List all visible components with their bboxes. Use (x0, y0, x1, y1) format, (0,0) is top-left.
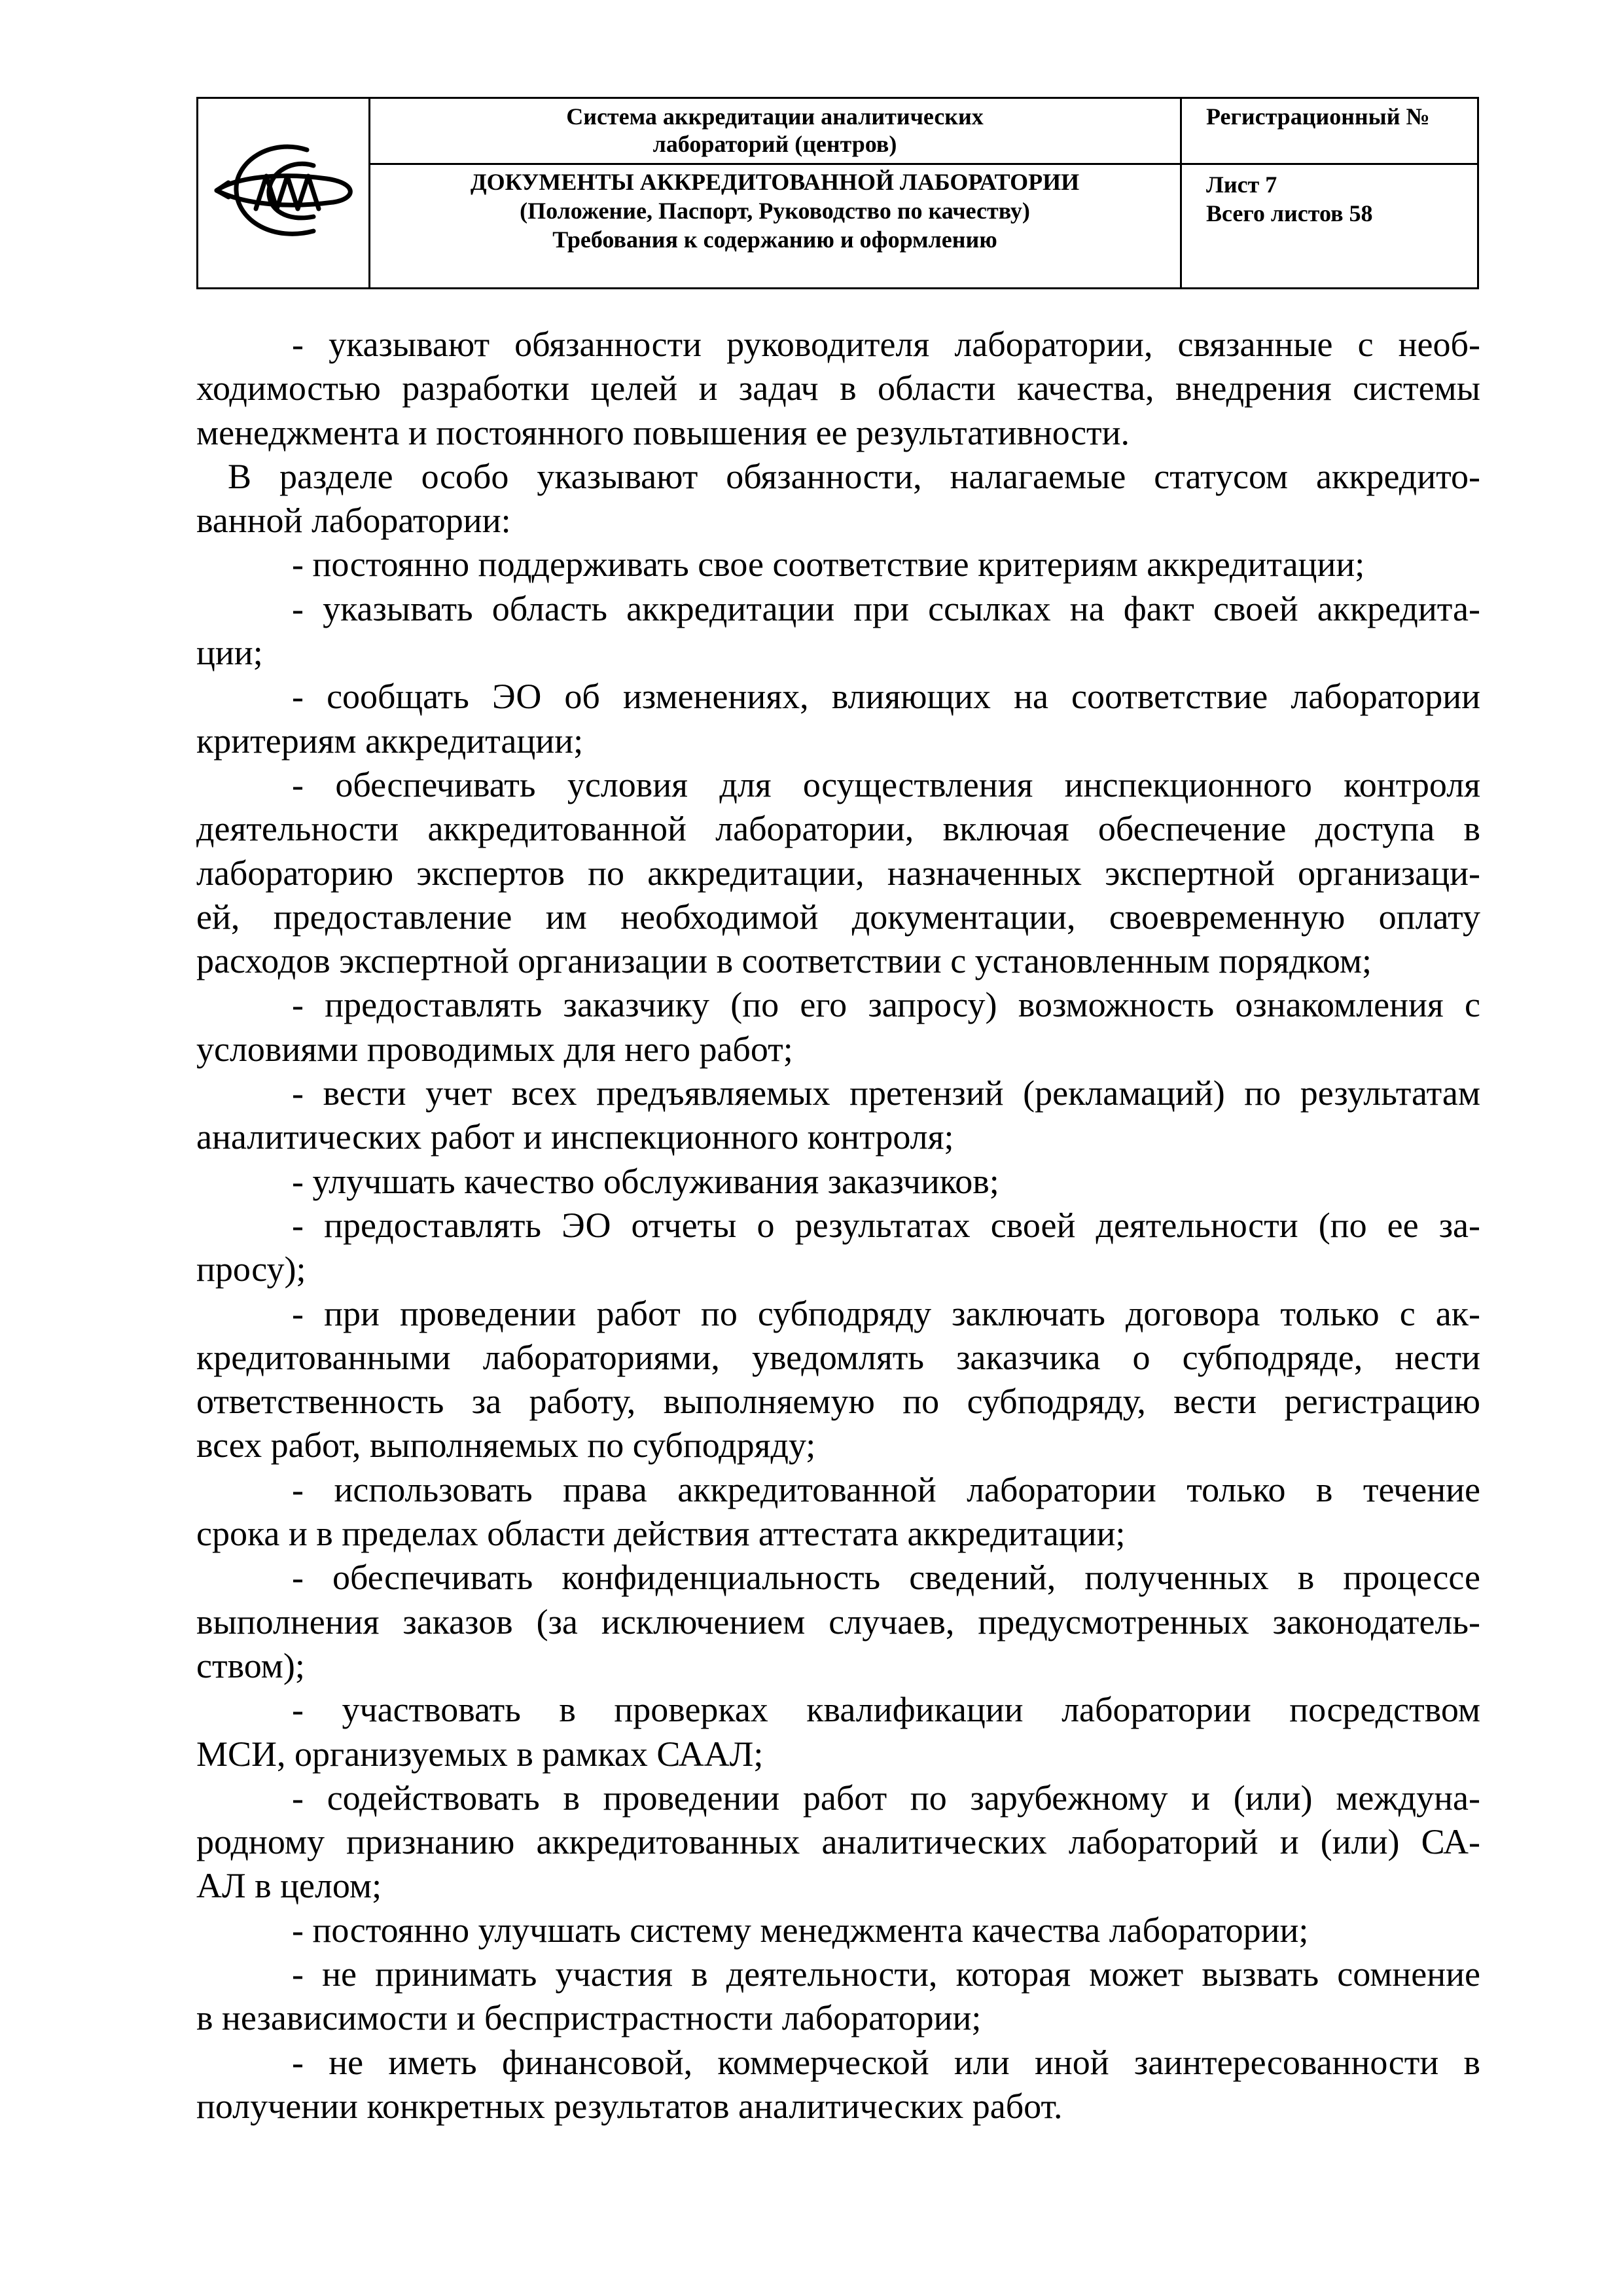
document-header-table (196, 97, 1479, 289)
list-item (196, 1688, 1480, 1776)
text-line: критериям аккредитации; (196, 721, 584, 761)
text-line: ответственность за работу, выполняемую по субподряду, вести регистрацию (196, 1382, 1480, 1422)
text-line: МСИ, организуемых в рамках СААЛ; (196, 1734, 764, 1774)
paragraph (196, 455, 1480, 543)
text-line: - обеспечивать условия для осуществления инспекционного контроля (292, 764, 1480, 804)
text-line: ей, предоставление им необходимой документации, своевременную оплату (196, 897, 1480, 937)
list-item (196, 1952, 1480, 2041)
header-sheet-label: Лист 7 (1206, 171, 1277, 198)
text-line: АЛ в целом; (196, 1866, 382, 1906)
text-line: - предоставлять заказчику (по его запросу) возможность ознакомления с (292, 985, 1480, 1025)
text-line: - участвовать в проверках квалификации лаборатории посредством (292, 1690, 1480, 1730)
header-total-sheets: Всего листов 58 (1206, 200, 1373, 226)
text-line: получении конкретных результатов аналитических работ. (196, 2086, 1063, 2126)
list-item (196, 1776, 1480, 1909)
list-item (196, 1468, 1480, 1556)
list-item (196, 1556, 1480, 1688)
list-item (196, 1909, 1480, 1952)
text-line: - сообщать ЭО об изменениях, влияющих на соответствие лаборатории (292, 677, 1480, 717)
text-line: расходов экспертной организации в соответствии с установленным порядком; (196, 941, 1372, 981)
header-registration-label: Регистрационный № (1206, 103, 1430, 130)
header-divider-right (1180, 99, 1182, 287)
text-line: выполнения заказов (за исключением случаев, предусмотренных законодатель- (196, 1602, 1480, 1641)
text-line: - использовать права аккредитованной лаборатории только в течение (292, 1469, 1480, 1509)
header-system-line1: Система аккредитации аналитических (566, 103, 984, 130)
list-item (196, 2041, 1480, 2129)
text-line: - вести учет всех предъявляемых претензий (рекламаций) по результатам (292, 1073, 1480, 1113)
document-body (196, 323, 1480, 2128)
list-item (196, 1292, 1480, 1468)
text-line: родному признанию аккредитованных аналитических лабораторий и (или) СА- (196, 1822, 1480, 1862)
saal-logo-icon (209, 125, 359, 256)
text-line: условиями проводимых для него работ; (196, 1029, 793, 1069)
text-line: - не иметь финансовой, коммерческой или иной заинтересованности в (292, 2042, 1480, 2082)
text-line: - содействовать в проведении работ по зарубежному и (или) междуна- (292, 1778, 1480, 1818)
header-divider-horizontal (368, 163, 1479, 165)
text-line: менеджмента и постоянного повышения ее результативности. (196, 412, 1130, 452)
list-item (196, 675, 1480, 763)
list-item (196, 1204, 1480, 1292)
text-line: - указывают обязанности руководителя лаборатории, связанные с необ- (292, 325, 1480, 364)
text-line: ходимостью разработки целей и задач в области качества, внедрения системы (196, 368, 1480, 408)
text-line: - улучшать качество обслуживания заказчиков; (292, 1161, 999, 1201)
text-line: - при проведении работ по субподряду заключать договора только с ак- (292, 1293, 1480, 1333)
text-line: ванной лаборатории: (196, 501, 511, 541)
header-doc-requirements: Требования к содержанию и оформлению (552, 226, 997, 253)
text-line: аналитических работ и инспекционного контроля; (196, 1117, 954, 1157)
list-item (196, 983, 1480, 1071)
text-line: В разделе особо указывают обязанности, налагаемые статусом аккредито- (228, 456, 1480, 496)
text-line: кредитованными лабораториями, уведомлять заказчика о субподряде, нести (196, 1337, 1480, 1377)
text-line: срока и в пределах области действия аттестата аккредитации; (196, 1514, 1126, 1554)
text-line: лабораторию экспертов по аккредитации, назначенных экспертной организаци- (196, 853, 1480, 893)
text-line: - постоянно поддерживать свое соответствие критериям аккредитации; (292, 545, 1365, 584)
list-item (196, 1071, 1480, 1160)
list-item (196, 323, 1480, 455)
text-line: - обеспечивать конфиденциальность сведений, полученных в процессе (292, 1558, 1480, 1598)
header-system-line2: лабораторий (центров) (652, 131, 897, 157)
text-line: деятельности аккредитованной лаборатории, включая обеспечение доступа в (196, 809, 1480, 849)
list-item (196, 763, 1480, 983)
text-line: просу); (196, 1249, 306, 1289)
text-line: в независимости и беспристрастности лаборатории; (196, 1998, 982, 2038)
text-line: - предоставлять ЭО отчеты о результатах своей деятельности (по ее за- (292, 1205, 1480, 1245)
header-doc-title: ДОКУМЕНТЫ АККРЕДИТОВАННОЙ ЛАБОРАТОРИИ (470, 169, 1080, 195)
text-line: всех работ, выполняемых по субподряду; (196, 1426, 816, 1465)
text-line: - указывать область аккредитации при ссылках на факт своей аккредита- (292, 588, 1480, 628)
text-line: ством); (196, 1645, 305, 1685)
header-doc-subtitle: (Положение, Паспорт, Руководство по качеству) (520, 198, 1030, 224)
list-item (196, 1160, 1480, 1204)
text-line: ции; (196, 633, 263, 673)
text-line: - не принимать участия в деятельности, которая может вызвать сомнение (292, 1954, 1480, 1994)
text-line: - постоянно улучшать систему менеджмента качества лаборатории; (292, 1910, 1309, 1950)
list-item (196, 543, 1480, 586)
list-item (196, 587, 1480, 675)
